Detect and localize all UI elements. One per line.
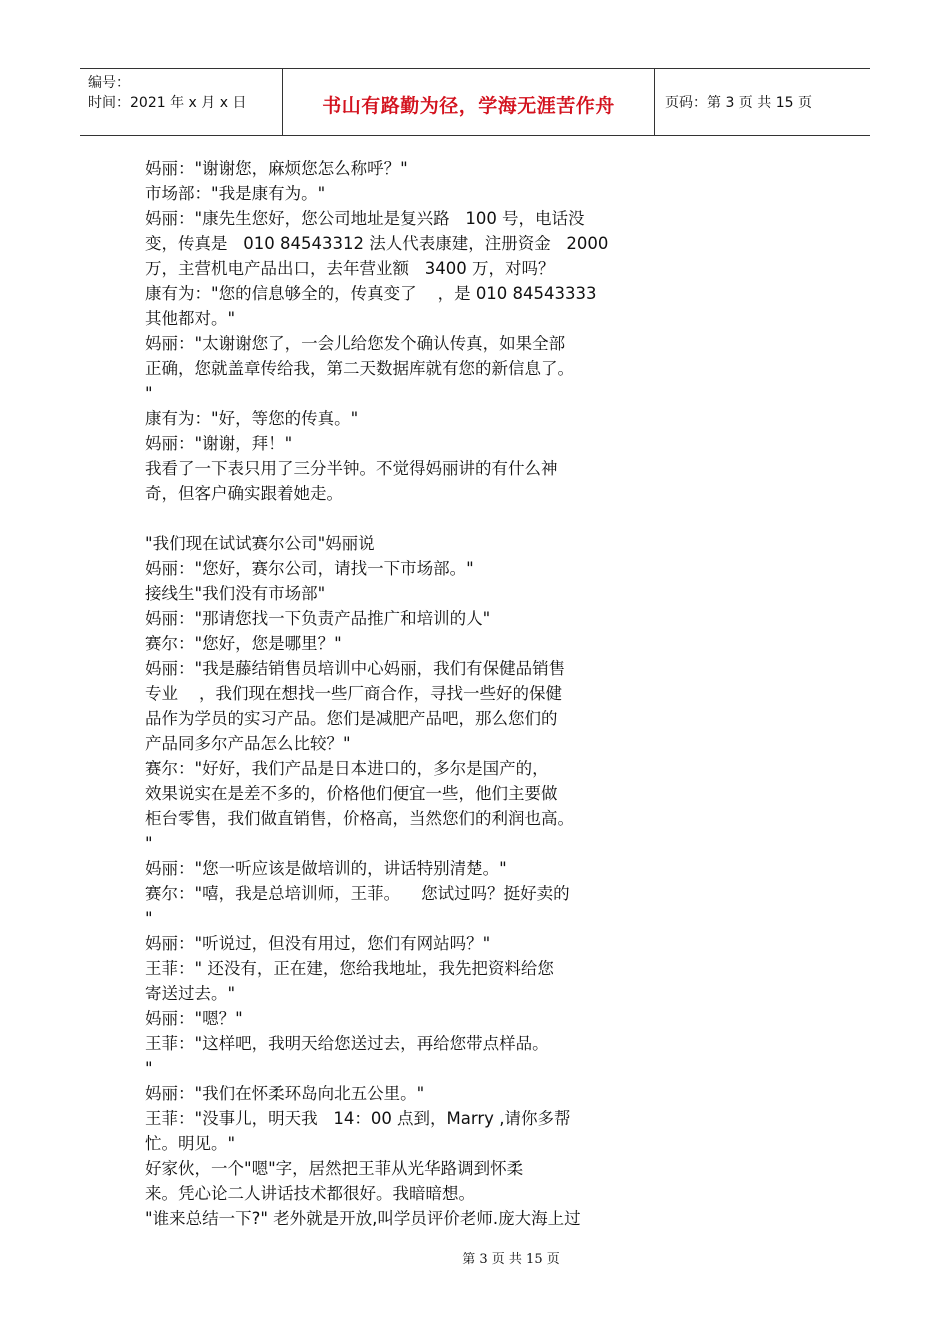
text-line: 王菲："这样吧，我明天给您送过去，再给您带点样品。: [145, 1034, 549, 1053]
text-line: 接线生"我们没有市场部": [145, 584, 326, 603]
text-line: "谁来总结一下?" 老外就是开放,叫学员评价老师.庞大海上过: [145, 1209, 581, 1228]
text-line: [145, 506, 705, 531]
text-line: 专业 ，我们现在想找一些厂商合作，寻找一些好的保健: [145, 684, 562, 703]
header-motto-cell: [283, 69, 655, 135]
text-line: 妈丽："谢谢，拜！": [145, 434, 293, 453]
text-line: 忙。明见。": [145, 1134, 236, 1153]
text-line: 康有为："好，等您的传真。": [145, 409, 359, 428]
text-line: 来。凭心论二人讲话技术都很好。我暗暗想。: [145, 1184, 475, 1203]
text-line: ": [145, 834, 153, 853]
text-line: 柜台零售，我们做直销售，价格高，当然您们的利润也高。: [145, 809, 574, 828]
text-line: ": [145, 1059, 153, 1078]
text-line: 妈丽："康先生您好，您公司地址是复兴路 100 号，电话没: [145, 209, 585, 228]
text-line: 市场部："我是康有为。": [145, 184, 326, 203]
text-line: 赛尔："嘻，我是总培训师，王菲。 您试过吗？挺好卖的: [145, 884, 570, 903]
text-line: ": [145, 384, 153, 403]
document-number-label: 编号：: [88, 75, 130, 91]
text-line: ": [145, 909, 153, 928]
text-line: 寄送过去。": [145, 984, 236, 1003]
text-line: 王菲：" 还没有，正在建，您给我地址，我先把资料给您: [145, 959, 554, 978]
header-meta-cell: [80, 69, 283, 135]
text-line: 妈丽："那请您找一下负责产品推广和培训的人": [145, 609, 491, 628]
text-line: 变，传真是 010 84543312 法人代表康建，注册资金 2000: [145, 234, 609, 253]
text-line: 妈丽："您一听应该是做培训的，讲话特别清楚。": [145, 859, 507, 878]
header-page-cell: [655, 69, 870, 135]
text-line: 妈丽："太谢谢您了，一会儿给您发个确认传真，如果全部: [145, 334, 566, 353]
text-line: 妈丽："您好，赛尔公司，请找一下市场部。": [145, 559, 474, 578]
text-line: 妈丽："我们在怀柔环岛向北五公里。": [145, 1084, 425, 1103]
text-line: 赛尔："您好，您是哪里？": [145, 634, 342, 653]
text-line: 我看了一下表只用了三分半钟。不觉得妈丽讲的有什么神: [145, 459, 558, 478]
text-line: 效果说实在是差不多的，价格他们便宜一些，他们主要做: [145, 784, 558, 803]
text-line: 万，主营机电产品出口，去年营业额 3400 万，对吗？: [145, 259, 555, 278]
text-line: 妈丽："谢谢您，麻烦您怎么称呼？": [145, 159, 408, 178]
text-line: 奇，但客户确实跟着她走。: [145, 484, 343, 503]
text-line: 正确，您就盖章传给我，第二天数据库就有您的新信息了。: [145, 359, 574, 378]
text-line: 王菲："没事儿，明天我 14：00 点到，Marry ,请你多帮: [145, 1109, 571, 1128]
footer-page-number: 第 3 页 共 15 页: [462, 1252, 560, 1267]
text-line: 赛尔："好好，我们产品是日本进口的，多尔是国产的，: [145, 759, 549, 778]
text-line: 妈丽："我是藤结销售员培训中心妈丽，我们有保健品销售: [145, 659, 566, 678]
text-line: 妈丽："嗯？": [145, 1009, 243, 1028]
header-page-info: 页码：第 3 页 共 15 页: [665, 95, 812, 111]
header-motto: 书山有路勤为径，学海无涯苦作舟: [322, 94, 615, 117]
text-line: "我们现在试试赛尔公司"妈丽说: [145, 534, 375, 553]
text-line: 妈丽："听说过，但没有用过，您们有网站吗？": [145, 934, 491, 953]
text-line: 品作为学员的实习产品。您们是减肥产品吧，那么您们的: [145, 709, 558, 728]
text-line: 产品同多尔产品怎么比较？": [145, 734, 351, 753]
page-footer: [0, 1248, 950, 1267]
document-body: [145, 156, 705, 1231]
text-line: 其他都对。": [145, 309, 236, 328]
text-line: 康有为："您的信息够全的，传真变了 ，是 010 84543333: [145, 284, 597, 303]
page-header: [80, 68, 870, 136]
document-date-label: 时间：2021 年 x 月 x 日: [88, 95, 247, 111]
text-line: 好家伙，一个"嗯"字，居然把王菲从光华路调到怀柔: [145, 1159, 524, 1178]
